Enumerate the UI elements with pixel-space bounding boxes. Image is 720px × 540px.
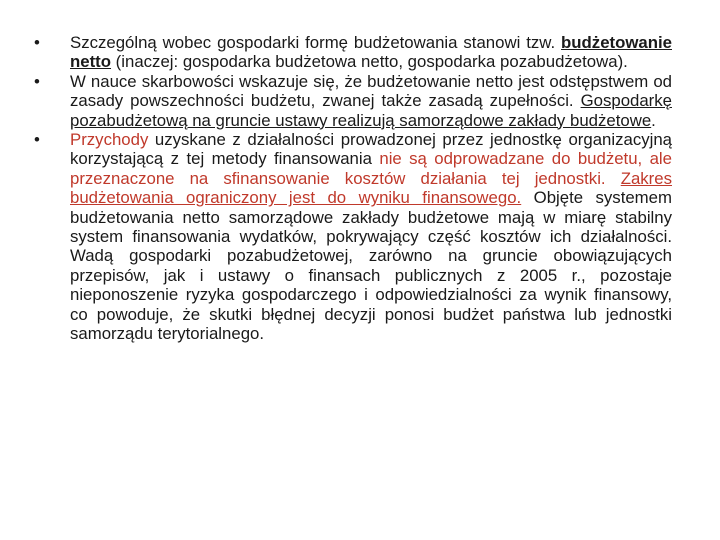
bullet-item: [30, 72, 672, 130]
highlight-przychody: Przychody: [70, 130, 149, 150]
text-segment: (inaczej: gospodarka budżetowa netto, gospodarka pozabudżetowa).: [111, 52, 628, 72]
bullet-dot-icon: •: [34, 33, 40, 52]
term-budzetowanie-netto: budżetowanie netto: [70, 33, 672, 72]
text-segment: uzyskane z działalności prowadzonej przez jednostkę organizacyjną korzystającą z tej metody finansowania: [70, 130, 672, 169]
text-segment: Szczególną wobec gospodarki formę budżetowania stanowi tzw.: [70, 33, 562, 52]
highlight-statement: nie są odprowadzane do budżetu, ale przeznaczone na sfinansowanie kosztów działania tej jednostki.: [70, 149, 672, 188]
text-segment: .: [651, 110, 656, 130]
bullet-item: [30, 130, 672, 343]
bullet-dot-icon: •: [34, 71, 40, 91]
text-segment: W nauce skarbowości wskazuje się, że budżetowanie netto jest odstępstwem od zasady powszechności budżetu, zwanej także zasadą zupełności.: [70, 71, 672, 111]
text-segment: Objęte systemem budżetowania netto samorządowe zakłady budżetowe mają w miarę stabilny system finansowania wydatków, pokrywający część kosztów ich działalności. Wadą gospodarki pozabudżetowej, zarówno na gruncie obowiązujących przepisów, jak i ustawy o finansach publicznych z 2005 r., pozostaje nieponoszenie ryzyka gospodarczego i odpowiedzialności za wynik finansowy, co powoduje, że skutki błędnej decyzji ponosi budżet państwa lub jednostki samorządu terytorialnego.: [70, 188, 672, 344]
bullet-item: [30, 33, 672, 72]
highlight-zakres: Zakres budżetowania ograniczony jest do wyniku finansowego.: [70, 168, 672, 208]
bullet-list: [30, 33, 672, 344]
underlined-statement: Gospodarkę pozabudżetową na gruncie ustawy realizują samorządowe zakłady budżetowe: [70, 91, 672, 130]
text-segment: [606, 169, 621, 188]
bullet-dot-icon: •: [34, 130, 40, 150]
